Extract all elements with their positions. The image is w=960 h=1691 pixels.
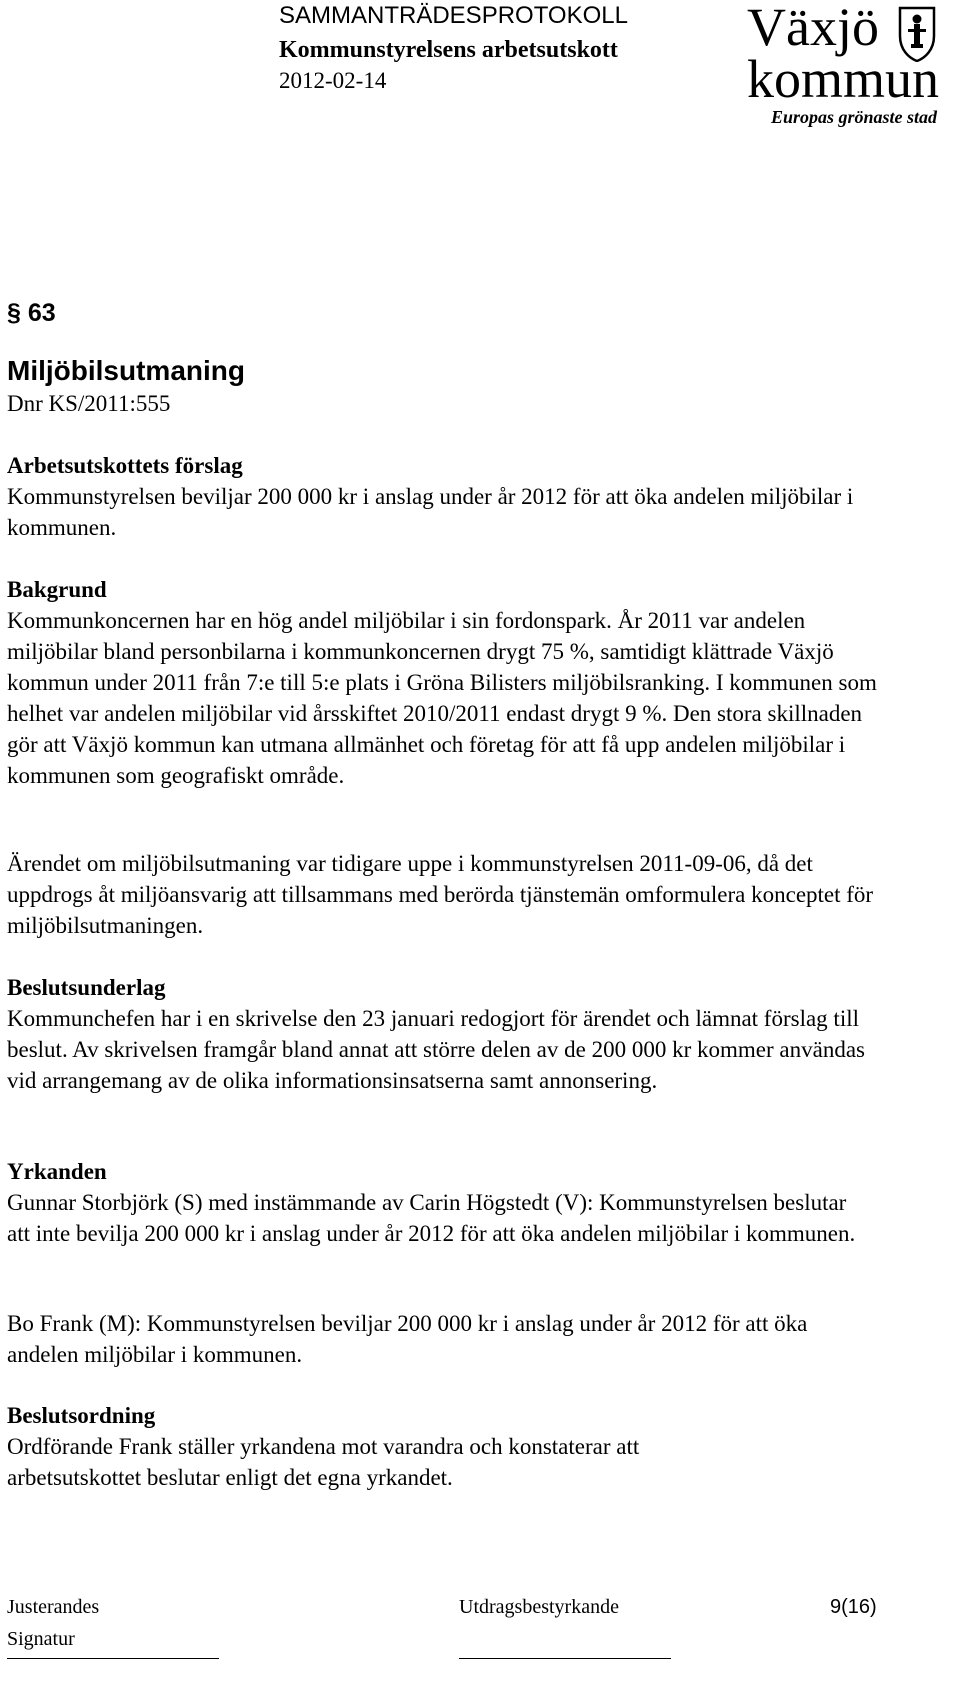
decision-basis-section <box>7 972 907 1096</box>
section-heading: Beslutsordning <box>7 1403 156 1428</box>
diary-number: Dnr KS/2011:555 <box>7 391 171 416</box>
certification-line <box>459 1658 671 1659</box>
paragraph: Gunnar Storbjörk (S) med instämmande av Carin Högstedt (V): Kommunstyrelsen beslutar att inte bevilja 200 000 kr i anslag under år 2012 för att öka andelen miljöbilar i kommunen. <box>7 1190 856 1246</box>
motions-section <box>7 1156 907 1249</box>
page-title: Miljöbilsutmaning <box>7 355 245 386</box>
paragraph: Kommunstyrelsen beviljar 200 000 kr i anslag under år 2012 för att öka andelen miljöbilar i kommunen. <box>7 484 854 540</box>
meeting-date: 2012-02-14 <box>279 68 387 93</box>
committee-name: Kommunstyrelsens arbetsutskott <box>279 37 618 63</box>
footer-justerandes: Justerandes <box>7 1596 100 1618</box>
logo-tagline: Europas grönaste stad <box>771 107 938 127</box>
motions-section-cont <box>7 1308 907 1370</box>
signature-line <box>7 1658 219 1659</box>
footer-signatur: Signatur <box>7 1628 75 1650</box>
proposal-section <box>7 450 907 543</box>
background-section <box>7 574 907 791</box>
vaxjo-kommun-logo <box>747 0 959 135</box>
logo-word-vaxjo: Växjö <box>747 0 879 57</box>
paragraph: Kommunkoncernen har en hög andel miljöbilar i sin fordonspark. År 2011 var andelen miljöbilar bland personbilarna i kommunkoncernen drygt 75 %, samtidigt klättrade Växjö kommun under 2011 från 7:e till 5:e plats i Gröna Bilisters miljöbilsranking. I kommunen som helhet var andelen miljöbilar vid årsskiftet 2010/2011 endast drygt 9 %. Den stora skillnaden gör att Växjö kommun kan utmana allmänhet och företag för att få upp andelen miljöbilar i kommunen som geografiskt område. <box>7 608 877 788</box>
paragraph: Ärendet om miljöbilsutmaning var tidigare uppe i kommunstyrelsen 2011-09-06, då det uppdrogs åt miljöansvarig att tillsammans med berörda tjänstemän omformulera konceptet för miljöbilsutmaningen. <box>7 851 874 938</box>
decision-order-section <box>7 1400 907 1493</box>
background-section-cont <box>7 848 907 941</box>
logo-word-kommun: kommun <box>747 49 940 109</box>
section-number: § 63 <box>7 299 56 327</box>
footer-utdragsbestyrkande: Utdragsbestyrkande <box>459 1596 619 1618</box>
section-heading: Arbetsutskottets förslag <box>7 453 243 478</box>
section-heading: Yrkanden <box>7 1159 107 1184</box>
section-heading: Beslutsunderlag <box>7 975 166 1000</box>
paragraph: Bo Frank (M): Kommunstyrelsen beviljar 200 000 kr i anslag under år 2012 för att öka andelen miljöbilar i kommunen. <box>7 1311 808 1367</box>
paragraph: Kommunchefen har i en skrivelse den 23 januari redogjort för ärendet och lämnat förslag till beslut. Av skrivelsen framgår bland annat att större delen av de 200 000 kr kommer användas vid arrangemang av de olika informationsinsatserna samt annonsering. <box>7 1006 865 1093</box>
paragraph: Ordförande Frank ställer yrkandena mot varandra och konstaterar att arbetsutskottet beslutar enligt det egna yrkandet. <box>7 1434 640 1490</box>
section-header <box>7 297 907 329</box>
title-block <box>7 354 907 420</box>
section-heading: Bakgrund <box>7 577 107 602</box>
page-number: 9(16) <box>830 1596 877 1618</box>
document-type: SAMMANTRÄDESPROTOKOLL <box>279 2 628 29</box>
